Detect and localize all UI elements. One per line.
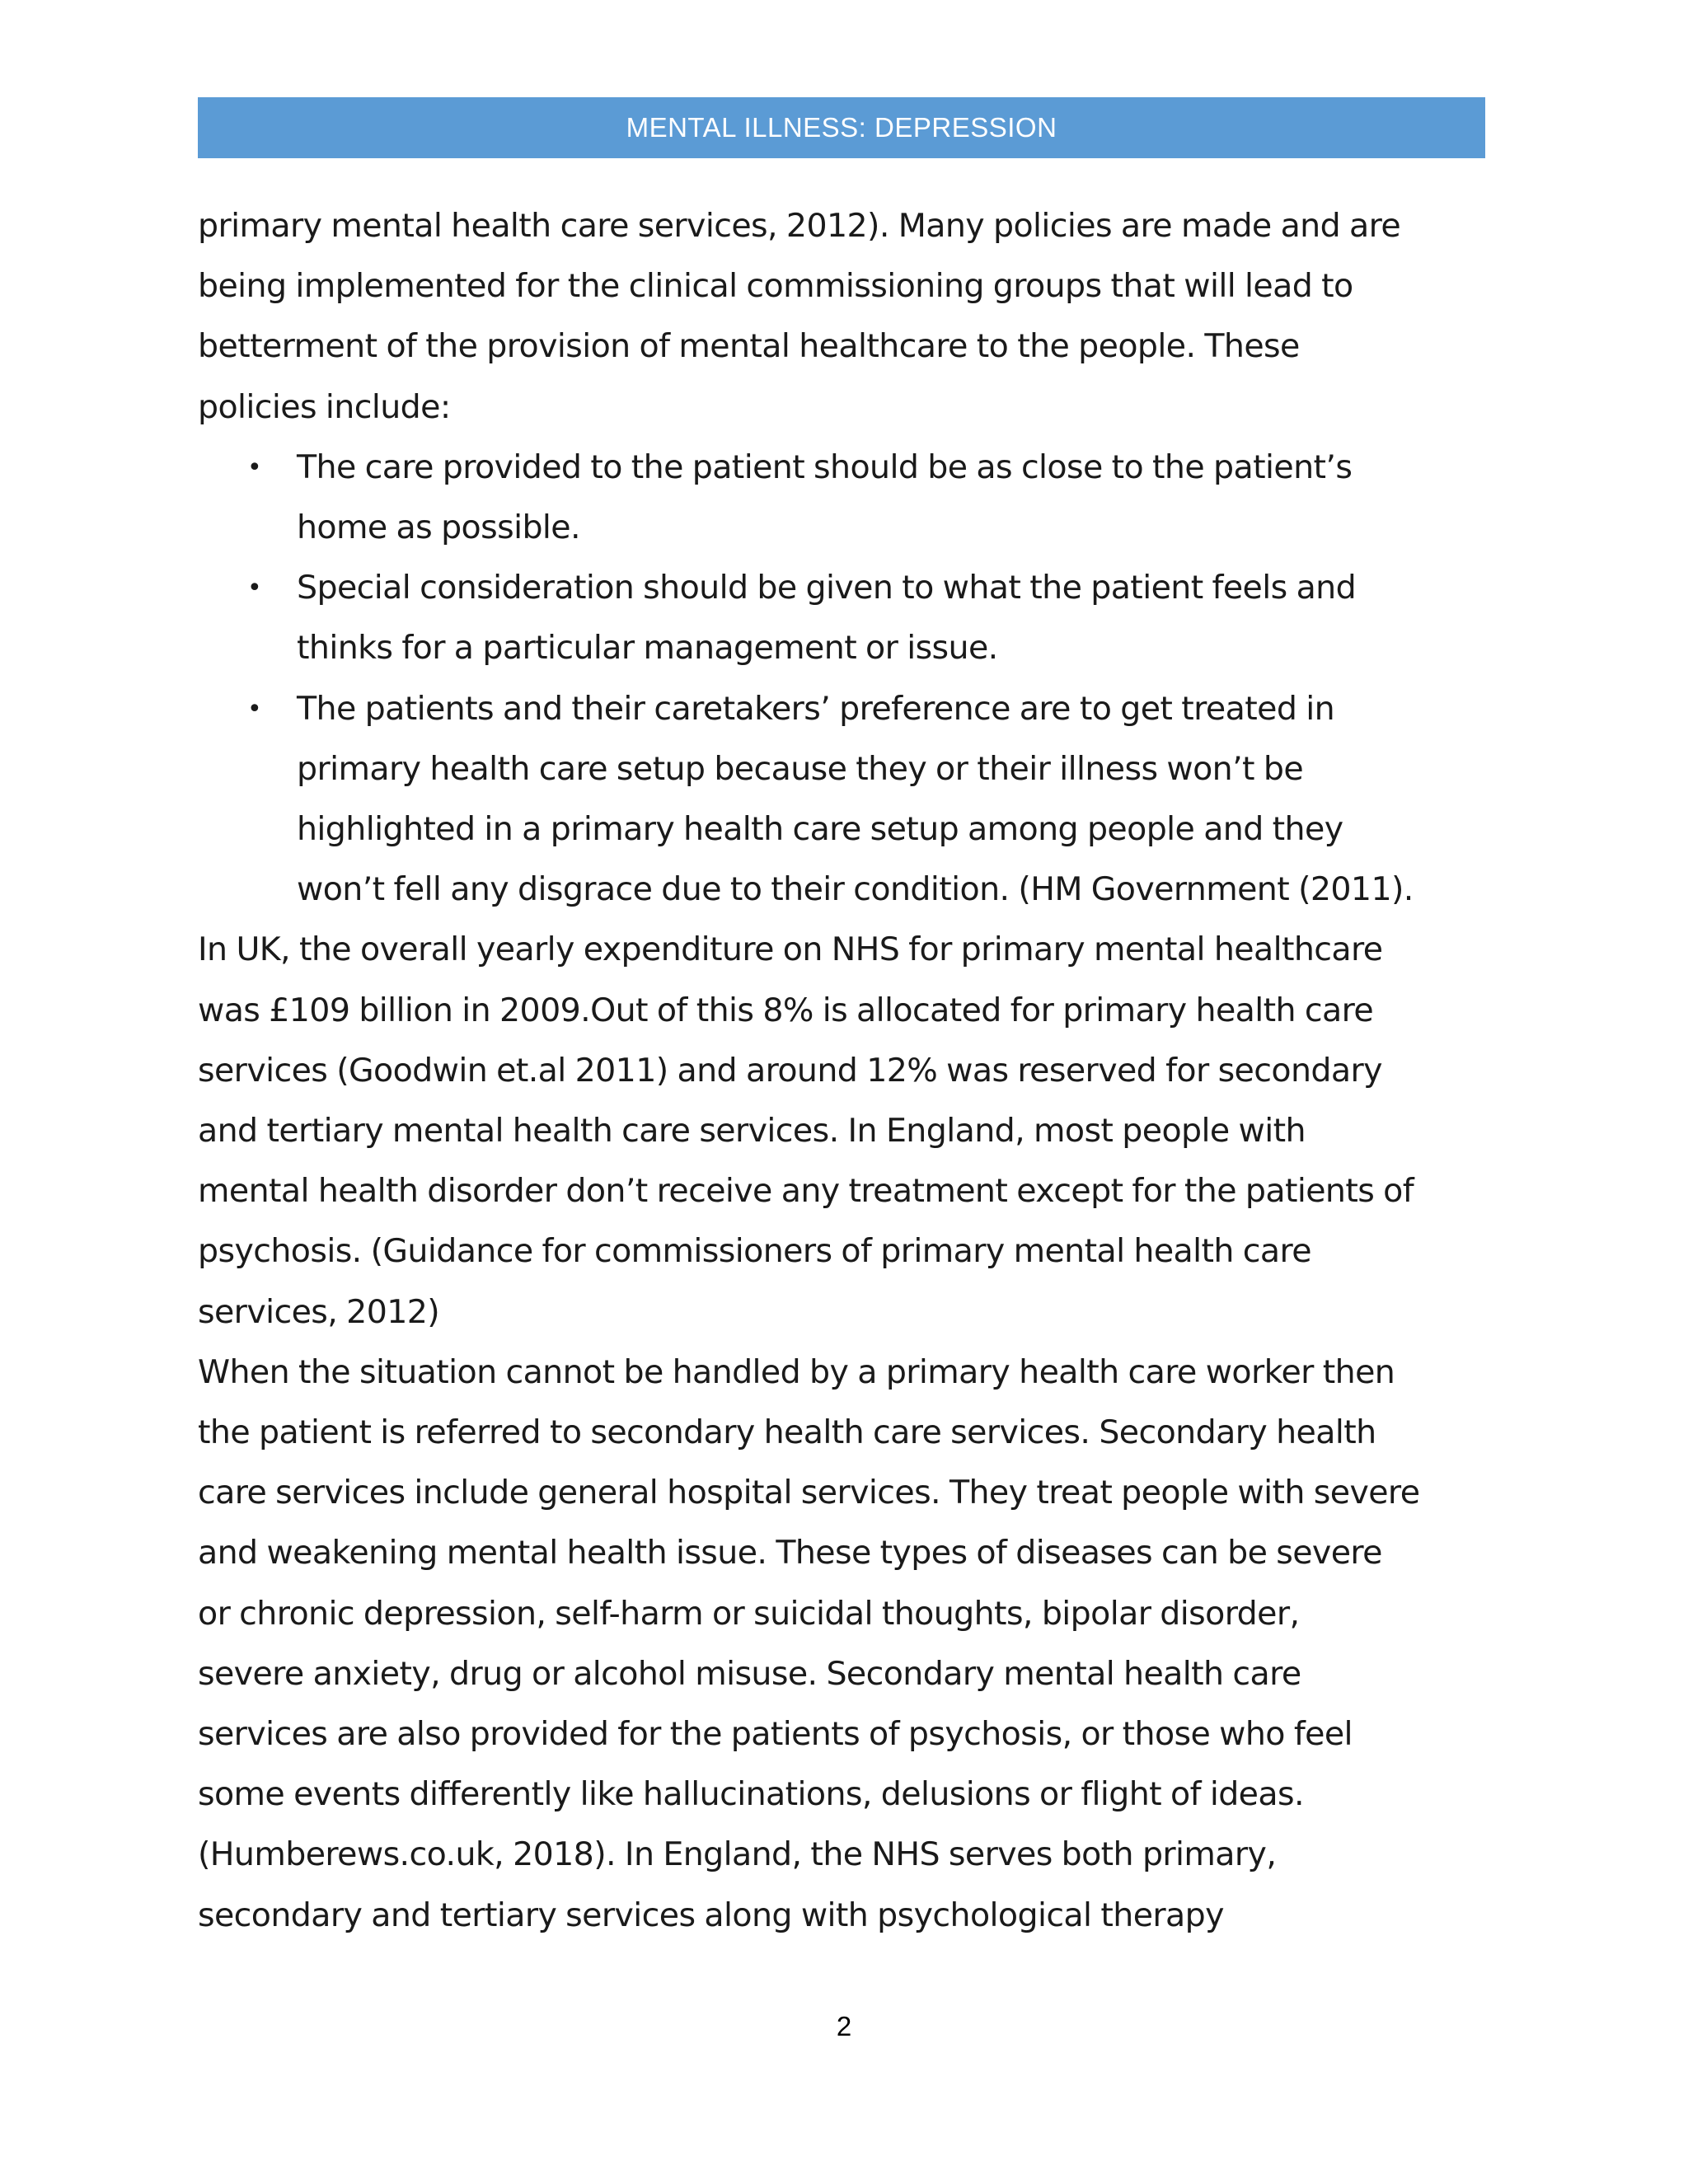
bullet-icon: • (247, 452, 262, 482)
text-line: highlighted in a primary health care setup among people and they (297, 810, 1343, 849)
list-item (198, 679, 1500, 921)
text-line: betterment of the provision of mental healthcare to the people. These (198, 327, 1300, 366)
text-line: policies include: (198, 387, 451, 426)
text-line: primary health care setup because they or their illness won’t be (297, 749, 1304, 788)
text-line: psychosis. (Guidance for commissioners of primary mental health care (198, 1232, 1312, 1271)
expenditure-paragraph (198, 920, 1500, 1342)
text-line: In UK, the overall yearly expenditure on NHS for primary mental healthcare (198, 930, 1383, 969)
text-line: some events differently like hallucinations, delusions or flight of ideas. (198, 1775, 1304, 1814)
text-line: thinks for a particular management or issue. (297, 629, 998, 668)
text-line: care services include general hospital services. They treat people with severe (198, 1474, 1420, 1512)
text-line: and weakening mental health issue. These types of diseases can be severe (198, 1534, 1382, 1572)
text-line: primary mental health care services, 2012). Many policies are made and are (198, 207, 1401, 245)
page-header (198, 97, 1485, 158)
text-line: being implemented for the clinical commissioning groups that will lead to (198, 267, 1353, 306)
text-line: The patients and their caretakers’ preference are to get treated in (297, 689, 1335, 728)
page-number: 2 (836, 2011, 852, 2041)
text-line: The care provided to the patient should be as close to the patient’s (297, 448, 1353, 486)
intro-paragraph (198, 196, 1500, 438)
list-item (198, 438, 1500, 558)
text-line: or chronic depression, self-harm or suicidal thoughts, bipolar disorder, (198, 1594, 1300, 1633)
text-line: mental health disorder don’t receive any treatment except for the patients of (198, 1172, 1414, 1211)
text-line: When the situation cannot be handled by a primary health care worker then (198, 1352, 1395, 1391)
text-line: severe anxiety, drug or alcohol misuse. Secondary mental health care (198, 1654, 1301, 1693)
text-line: secondary and tertiary services along with psychological therapy (198, 1896, 1224, 1934)
bullet-icon: • (247, 694, 262, 724)
document-body (198, 196, 1500, 1946)
text-line: was £109 billion in 2009.Out of this 8% is allocated for primary health care (198, 991, 1374, 1029)
list-item (198, 558, 1500, 678)
text-line: Special consideration should be given to what the patient feels and (297, 569, 1357, 607)
text-line: the patient is referred to secondary health care services. Secondary health (198, 1413, 1376, 1452)
text-line: won’t fell any disgrace due to their condition. (HM Government (2011). (297, 870, 1414, 909)
policy-list (198, 438, 1500, 921)
text-line: services, 2012) (198, 1292, 440, 1331)
bullet-icon: • (247, 574, 262, 603)
text-line: home as possible. (297, 509, 580, 547)
text-line: services (Goodwin et.al 2011) and around 12% was reserved for secondary (198, 1051, 1382, 1090)
secondary-care-paragraph (198, 1343, 1500, 1946)
header-title: MENTAL ILLNESS: DEPRESSION (626, 112, 1057, 143)
text-line: (Humberews.co.uk, 2018). In England, the NHS serves both primary, (198, 1835, 1277, 1874)
text-line: and tertiary mental health care services. In England, most people with (198, 1112, 1306, 1151)
text-line: services are also provided for the patients of psychosis, or those who feel (198, 1715, 1353, 1754)
